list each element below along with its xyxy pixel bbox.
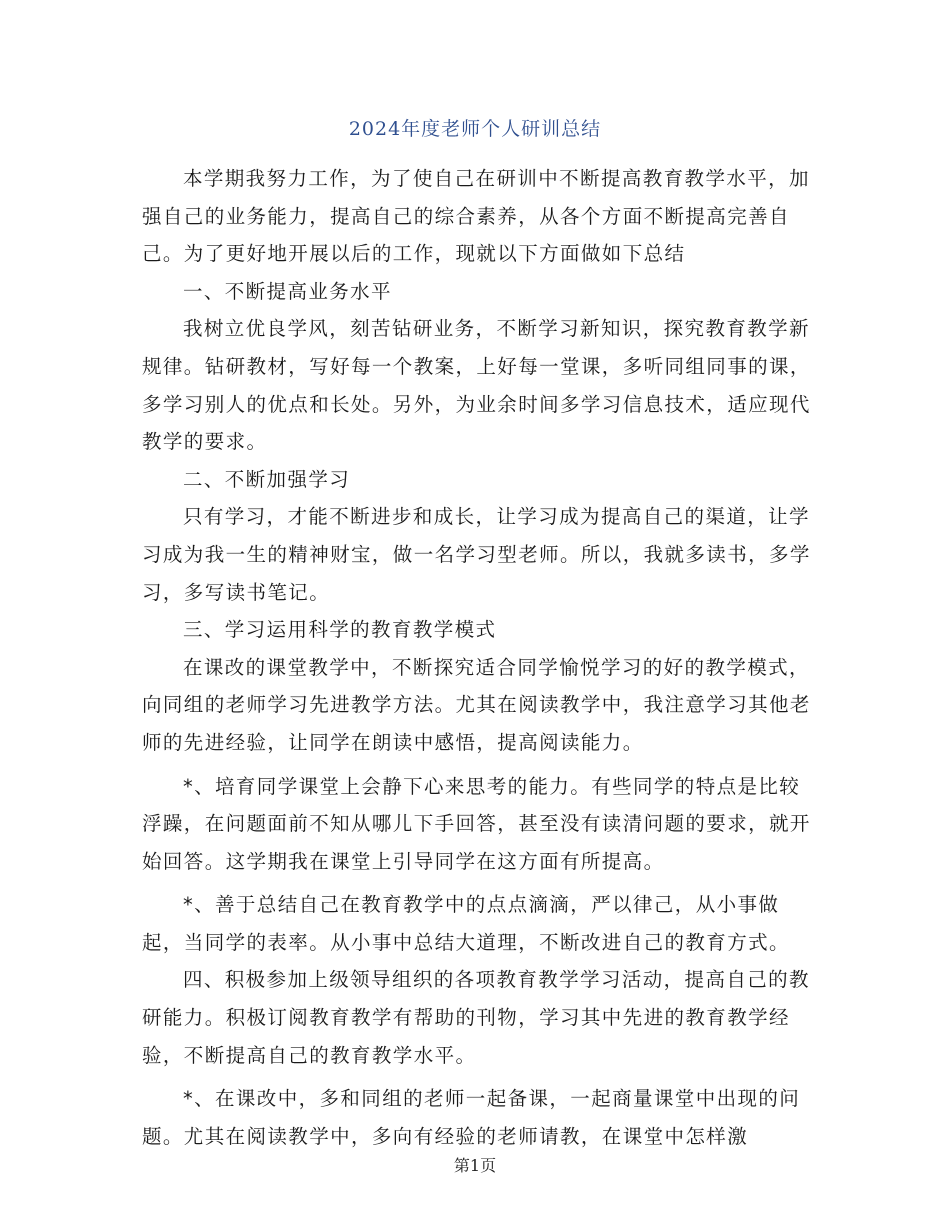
paragraph-section-2: 只有学习，才能不断进步和成长，让学习成为提高自己的渠道，让学习成为我一生的精神财宝，做一名学习型老师。所以，我就多读书，多学习，多写读书笔记。 [142,505,811,604]
paragraph-section-4: 四、积极参加上级领导组织的各项教育教学学习活动，提高自己的教研能力。积极订阅教育教学有帮助的刊物，学习其中先进的教育教学经验，不断提高自己的教育教学水平。 [142,968,810,1067]
paragraph-intro: 本学期我努力工作，为了使自己在研训中不断提高教育教学水平，加强自己的业务能力，提高自己的综合素养，从各个方面不断提高完善自己。为了更好地开展以后的工作，现就以下方面做如下总结 [142,167,810,266]
document-title: 2024年度老师个人研训总结 [348,118,602,140]
paragraph-section-1: 我树立优良学风，刻苦钻研业务，不断学习新知识，探究教育教学新规律。钻研教材，写好每一个教案，上好每一堂课，多听同组同事的课，多学习别人的优点和长处。另外，为业余时间多学习信息技术，适应现代教学的要求。 [142,317,811,454]
section-heading-3: 三、学习运用科学的教育教学模式 [182,618,497,642]
page-number: 第1页 [453,1156,497,1175]
paragraph-bullet-2: *、善于总结自己在教育教学中的点点滴滴，严以律己，从小事做起，当同学的表率。从小事中总结大道理，不断改进自己的教育方式。 [142,893,790,954]
paragraph-bullet-1: *、培育同学课堂上会静下心来思考的能力。有些同学的特点是比较浮躁，在问题面前不知从哪儿下手回答，甚至没有读清问题的要求，就开始回答。这学期我在课堂上引导同学在这方面有所提高。 [142,774,811,873]
paragraph-section-3: 在课改的课堂教学中，不断探究适合同学愉悦学习的好的教学模式，向同组的老师学习先进教学方法。尤其在阅读教学中，我注意学习其他老师的先进经验，让同学在朗读中感悟，提高阅读能力。 [142,655,811,754]
section-heading-2: 二、不断加强学习 [182,467,351,491]
document-body [142,160,812,1155]
paragraph-bullet-3: *、在课改中，多和同组的老师一起备课，一起商量课堂中出现的问题。尤其在阅读教学中，多向有经验的老师请教，在课堂中怎样激 [142,1087,801,1148]
section-heading-1: 一、不断提高业务水平 [182,279,392,303]
